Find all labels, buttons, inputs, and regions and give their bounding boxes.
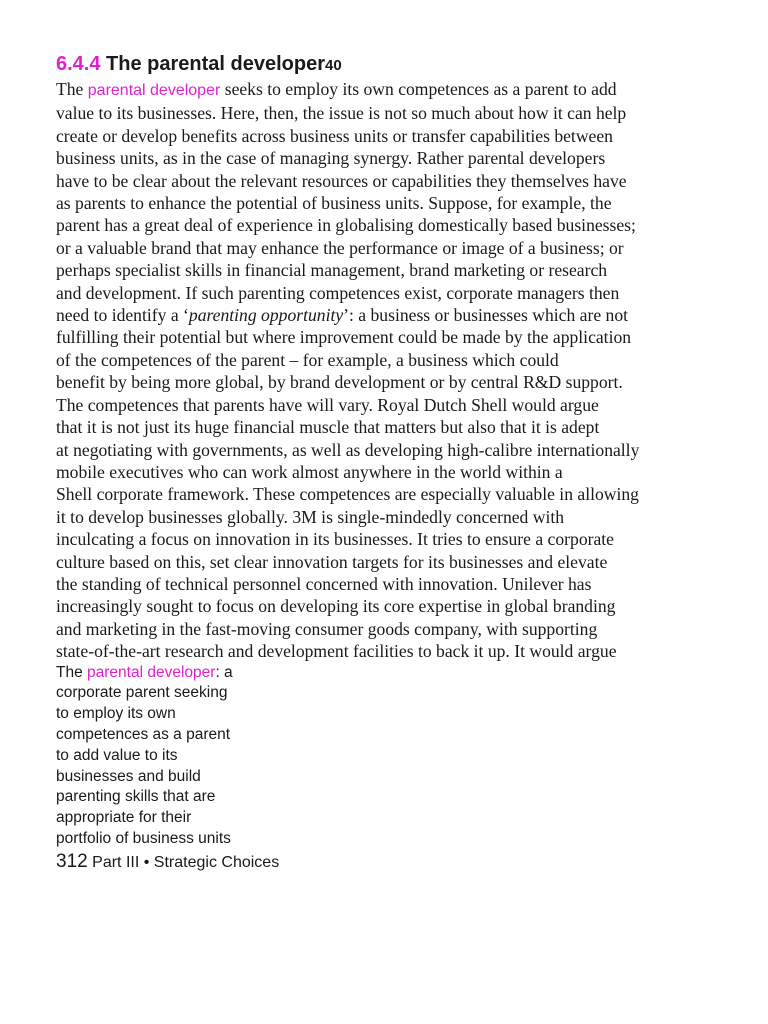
lead-word: The	[56, 79, 84, 99]
footer-separator: •	[143, 853, 150, 871]
paragraph-line: it to develop businesses globally. 3M is single-mindedly concerned with	[56, 506, 565, 527]
definition-line: appropriate for their	[56, 809, 192, 827]
definition-line: to employ its own	[56, 705, 176, 723]
page-content	[56, 52, 716, 875]
first-line-text: seeks to employ its own competences as a parent to add	[224, 79, 617, 99]
page-number: 312	[56, 850, 88, 872]
section-number: 6.4.4	[56, 53, 101, 75]
paragraph-line: of the competences of the parent – for example, a business which could	[56, 349, 559, 370]
paragraph-line: at negotiating with governments, as well as developing high-calibre internationally	[56, 439, 640, 460]
definition-note	[56, 663, 716, 850]
definition-line: to add value to its	[56, 746, 178, 764]
main-paragraph	[56, 78, 716, 663]
paragraph-line: create or develop benefits across business units or transfer capabilities between	[56, 125, 613, 146]
paragraph-line: that it is not just its huge financial muscle that matters but also that it is adept	[56, 417, 600, 438]
definition-lead-word: The	[56, 663, 83, 681]
paragraph-line: and development. If such parenting competences exist, corporate managers then	[56, 282, 620, 303]
paragraph-line: culture based on this, set clear innovation targets for its businesses and elevate	[56, 551, 608, 572]
definition-line: businesses and build	[56, 767, 201, 785]
paragraph-line: mobile executives who can work almost anywhere in the world within a	[56, 461, 563, 482]
paragraph-line: as parents to enhance the potential of business units. Suppose, for example, the	[56, 193, 612, 214]
section-heading	[56, 52, 716, 78]
definition-first-line-text: : a	[215, 663, 233, 681]
paragraph-line: fulfilling their potential but where improvement could be made by the application	[56, 327, 632, 348]
footer-part: Part III	[92, 853, 140, 871]
paragraph-line: The competences that parents have will vary. Royal Dutch Shell would argue	[56, 394, 599, 415]
paragraph-line: inculcating a focus on innovation in its businesses. It tries to ensure a corporate	[56, 529, 614, 550]
section-title: The parental developer	[106, 53, 326, 75]
paragraph-line: the standing of technical personnel concerned with innovation. Unilever has	[56, 573, 592, 594]
definition-line: portfolio of business units	[56, 829, 231, 847]
paragraph-line: and marketing in the fast-moving consumer goods company, with supporting	[56, 618, 598, 639]
paragraph-first-line	[56, 78, 716, 102]
definition-line: corporate parent seeking	[56, 684, 228, 702]
paragraph-line: parent has a great deal of experience in globalising domestically based businesses;	[56, 215, 636, 236]
note-reference: 40	[325, 57, 342, 74]
paragraph-line: value to its businesses. Here, then, the issue is not so much about how it can help	[56, 103, 627, 124]
definition-line: competences as a parent	[56, 725, 231, 743]
opportunity-after: ’: a business or businesses which are not	[343, 305, 629, 326]
definition-line: parenting skills that are	[56, 788, 216, 806]
opportunity-before: need to identify a ‘	[56, 305, 189, 326]
footer-title: Strategic Choices	[153, 853, 280, 871]
page-footer	[56, 850, 716, 875]
paragraph-line: business units, as in the case of managing synergy. Rather parental developers	[56, 148, 606, 169]
paragraph-line: have to be clear about the relevant resources or capabilities they themselves have	[56, 170, 627, 191]
parenting-opportunity-term: parenting opportunity	[188, 305, 344, 326]
definition-term: parental developer	[87, 663, 216, 681]
paragraph-line: or a valuable brand that may enhance the performance or image of a business; or	[56, 237, 624, 258]
definition-first-line	[56, 663, 716, 684]
paragraph-line: perhaps specialist skills in financial management, brand marketing or research	[56, 260, 608, 281]
parenting-opportunity-line	[56, 304, 716, 326]
paragraph-line: state-of-the-art research and development facilities to back it up. It would argue	[56, 641, 617, 662]
paragraph-line: benefit by being more global, by brand development or by central R&D support.	[56, 372, 623, 393]
paragraph-line: increasingly sought to focus on developing its core expertise in global branding	[56, 596, 616, 617]
paragraph-line: Shell corporate framework. These competences are especially valuable in allowing	[56, 484, 639, 505]
key-term: parental developer	[87, 82, 221, 99]
